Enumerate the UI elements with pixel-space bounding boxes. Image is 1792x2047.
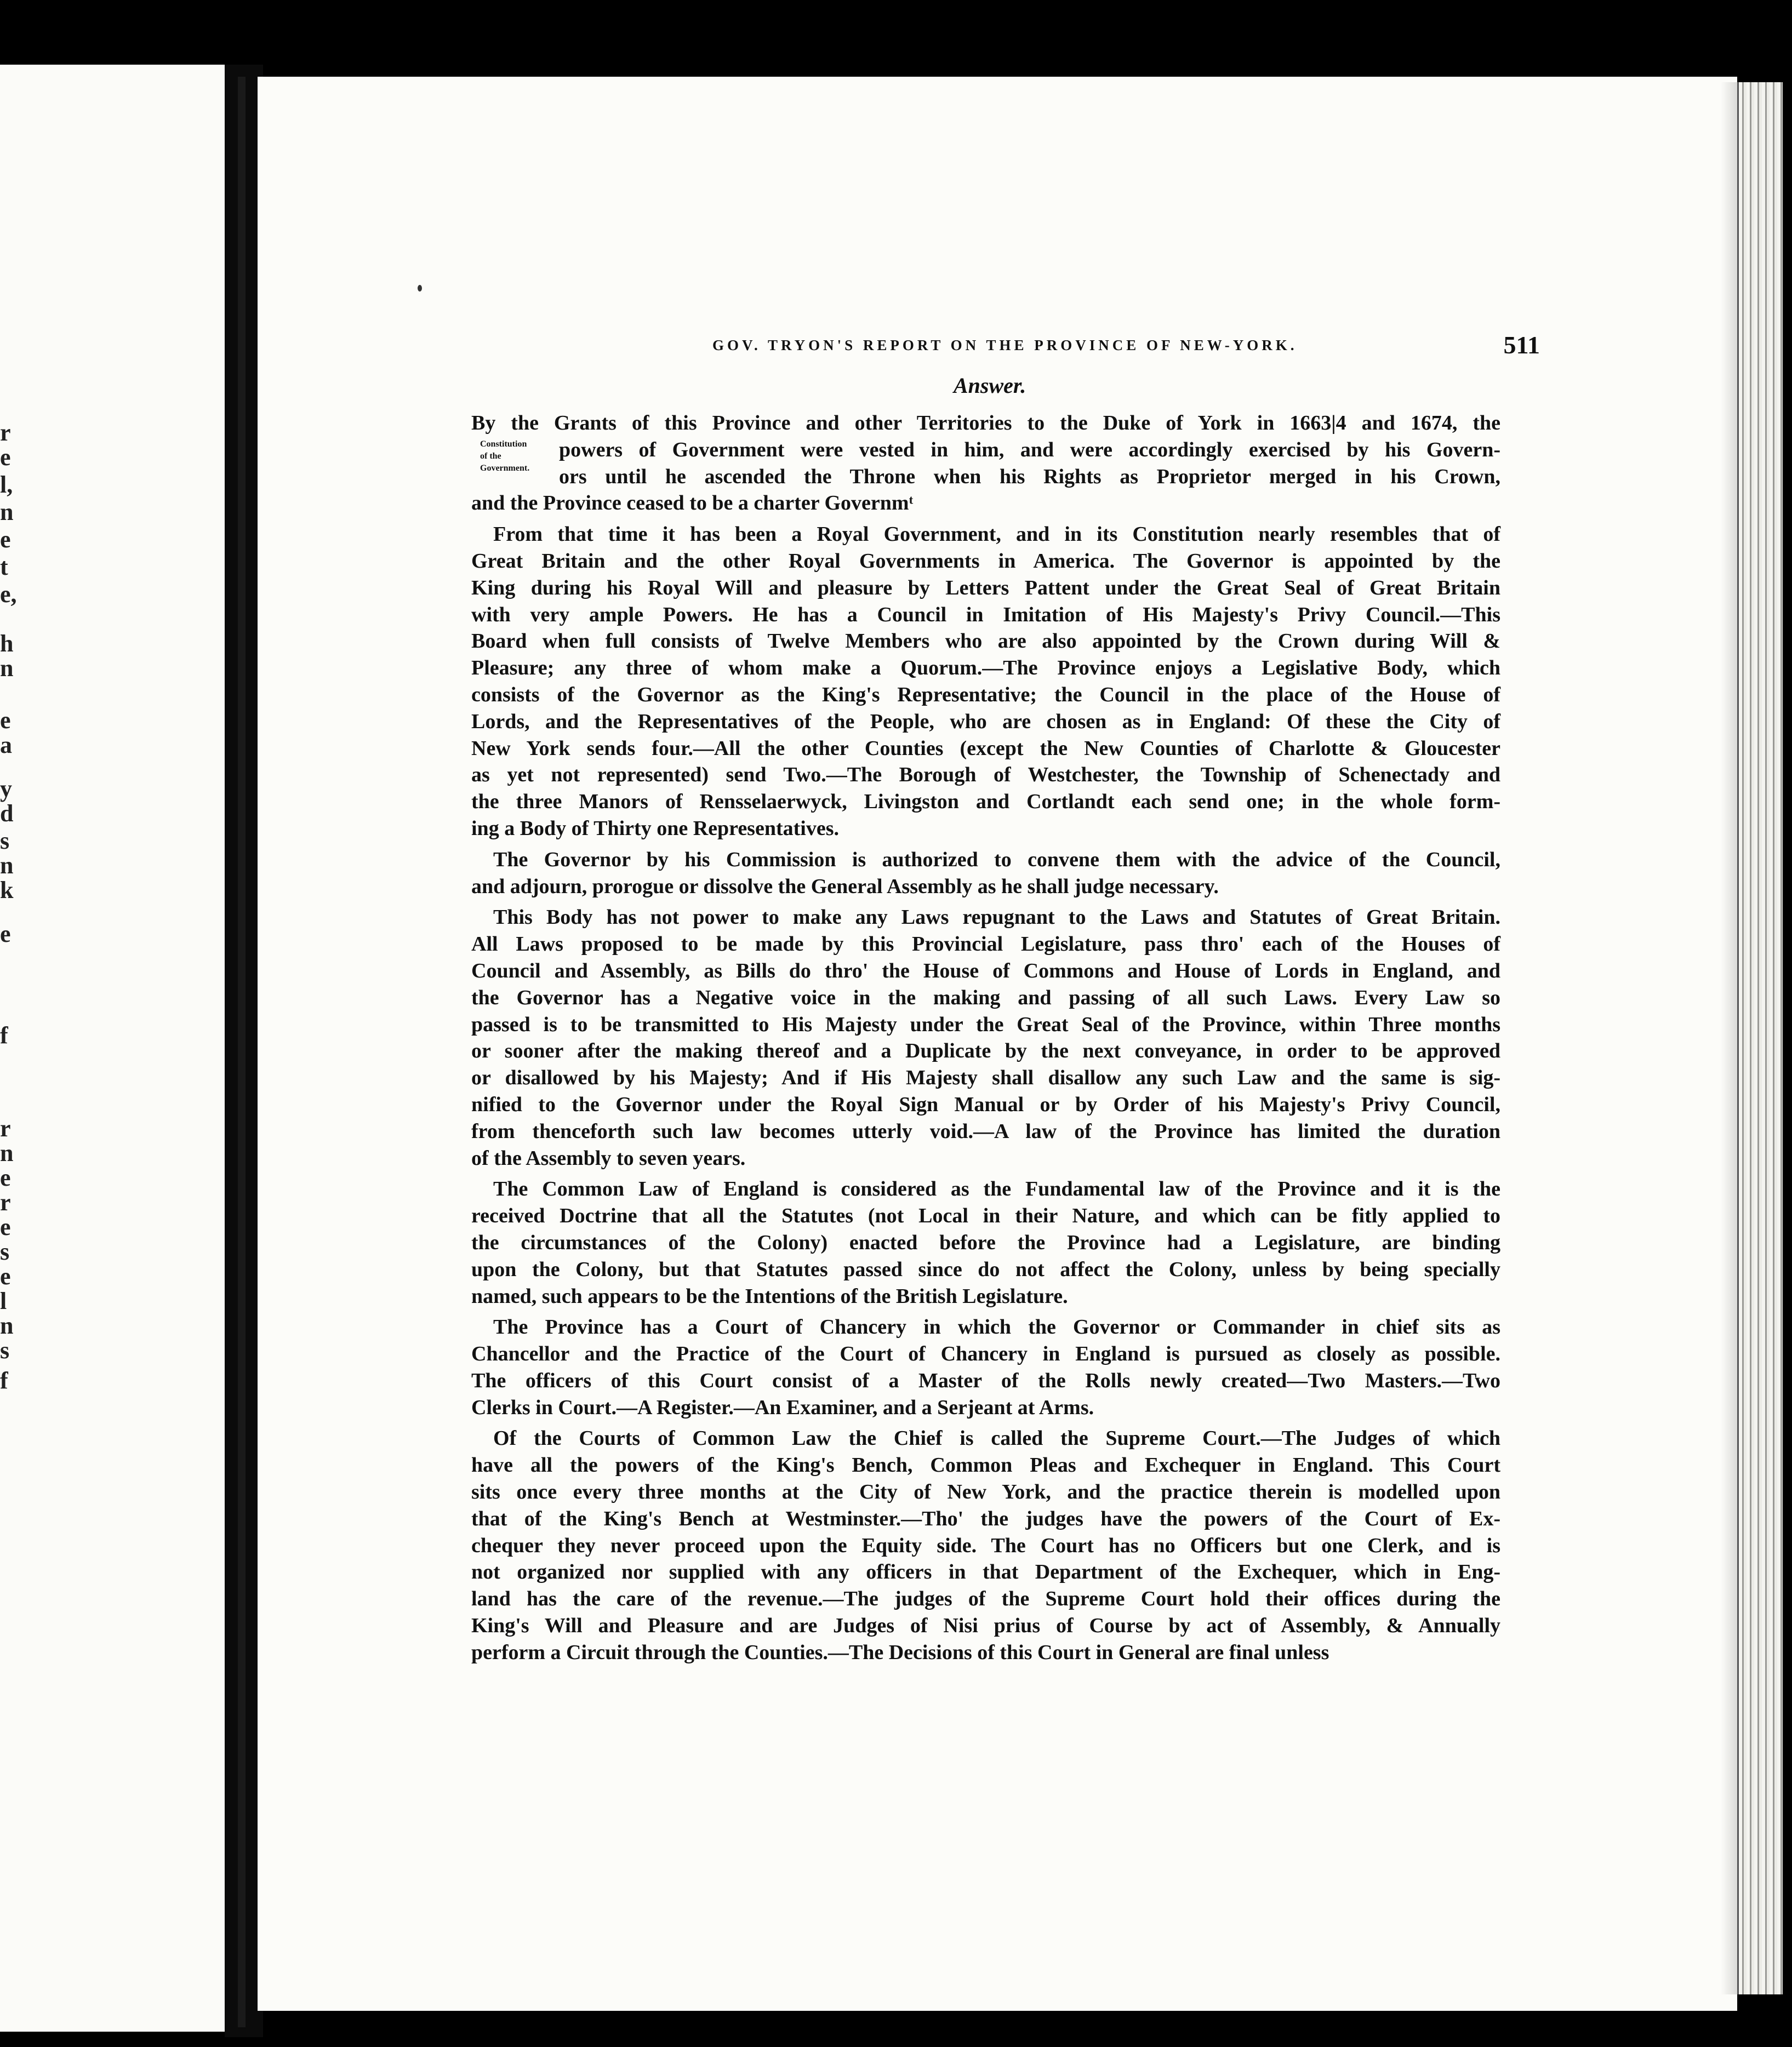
facing-page-letter: f xyxy=(0,1022,8,1049)
text-line: Lords, and the Representatives of the People, who are chosen as in England: Of these the City of xyxy=(471,710,1500,733)
text-line: The Common Law of England is considered as the Fundamental law of the Province and it is the xyxy=(493,1177,1500,1201)
text-line: passed is to be transmitted to His Majesty under the Great Seal of the Province, within Three months xyxy=(471,1013,1500,1036)
paragraph xyxy=(471,1314,1500,1421)
facing-page-letter: n xyxy=(0,655,14,682)
text-line: sits once every three months at the City of New York, and the practice therein is modelled upon xyxy=(471,1480,1500,1504)
text-line: the three Manors of Rensselaerwyck, Livingston and Cortlandt each send one; in the whole form- xyxy=(471,790,1500,814)
text-line: This Body has not power to make any Laws repugnant to the Laws and Statutes of Great Britain. xyxy=(493,906,1500,929)
text-line: chequer they never proceed upon the Equity side. The Court has no Officers but one Clerk, and is xyxy=(471,1534,1500,1557)
text-line: Chancellor and the Practice of the Court of Chancery in England is pursued as closely as possible. xyxy=(471,1342,1500,1366)
text-line: or sooner after the making thereof and a Duplicate by the next conveyance, in order to be approved xyxy=(471,1039,1500,1063)
text-line: powers of Government were vested in him, and were accordingly exercised by his Govern- xyxy=(559,438,1500,461)
text-line: the circumstances of the Colony) enacted before the Province had a Legislature, are binding xyxy=(471,1231,1500,1254)
facing-page-letter: e, xyxy=(0,581,17,608)
margin-note-line: of the xyxy=(480,451,501,461)
facing-page-letter: n xyxy=(0,1140,14,1167)
text-line: consists of the Governor as the King's Representative; the Council in the place of the House of xyxy=(471,683,1500,706)
text-line: as yet not represented) send Two.—The Borough of Westchester, the Township of Schenectady and xyxy=(471,763,1500,787)
text-line: New York sends four.—All the other Counties (except the New Counties of Charlotte & Gloucester xyxy=(471,736,1500,760)
paragraph xyxy=(471,1176,1500,1310)
text-line: not organized nor supplied with any officers in that Department of the Exchequer, which in Eng- xyxy=(471,1560,1500,1584)
facing-page-letter: e xyxy=(0,707,11,734)
paper-speck xyxy=(418,285,422,291)
facing-page-letter: d xyxy=(0,800,14,827)
margin-note-line: Government. xyxy=(480,464,530,473)
facing-page-letter: e xyxy=(0,1164,11,1191)
text-line: Pleasure; any three of whom make a Quorum.—The Province enjoys a Legislative Body, which xyxy=(471,656,1500,680)
facing-page-letter: r xyxy=(0,1189,11,1216)
facing-page-letter: e xyxy=(0,526,11,553)
facing-page-letter: t xyxy=(0,553,8,580)
text-line: received Doctrine that all the Statutes (not Local in their Nature, and which can be fitly applied to xyxy=(471,1204,1500,1228)
facing-page-letter: e xyxy=(0,1214,11,1240)
text-line: Board when full consists of Twelve Members who are also appointed by the Crown during Will & xyxy=(471,630,1500,653)
text-line: Council and Assembly, as Bills do thro' the House of Commons and House of Lords in England, and xyxy=(471,959,1500,982)
facing-page-letter: s xyxy=(0,827,10,854)
text-line: The officers of this Court consist of a Master of the Rolls newly created—Two Masters.—Two xyxy=(471,1369,1500,1392)
text-line: The Governor by his Commission is authorized to convene them with the advice of the Council, xyxy=(493,848,1500,871)
facing-page-letter: s xyxy=(0,1337,10,1364)
facing-page-letter: n xyxy=(0,499,14,525)
paragraph xyxy=(471,904,1500,1171)
text-line: and adjourn, prorogue or dissolve the General Assembly as he shall judge necessary. xyxy=(471,874,1219,898)
facing-page-letter: a xyxy=(0,731,12,758)
text-line: the Governor has a Negative voice in the making and passing of all such Laws. Every Law so xyxy=(471,986,1500,1009)
text-line: from thenceforth such law becomes utterly void.—A law of the Province has limited the duration xyxy=(471,1119,1500,1143)
page-number: 511 xyxy=(1503,331,1540,359)
text-line: All Laws proposed to be made by this Provincial Legislature, pass thro' each of the Houses of xyxy=(471,933,1500,956)
facing-page-letter: f xyxy=(0,1367,8,1394)
body-text xyxy=(471,410,1500,1666)
text-line: perform a Circuit through the Counties.—The Decisions of this Court in General are final unless xyxy=(471,1640,1329,1664)
margin-note-line: Constitution xyxy=(480,439,527,449)
facing-page xyxy=(0,65,225,2032)
text-line: of the Assembly to seven years. xyxy=(471,1146,746,1170)
gutter-rule xyxy=(238,77,246,2027)
stacked-page-edges xyxy=(1737,82,1783,1994)
text-line: upon the Colony, but that Statutes passed since do not affect the Colony, unless by being specially xyxy=(471,1257,1500,1281)
text-line: have all the powers of the King's Bench, Common Pleas and Exchequer in England. This Court xyxy=(471,1454,1500,1477)
text-line: The Province has a Court of Chancery in which the Governor or Commander in chief sits as xyxy=(493,1316,1500,1339)
text-line: ors until he ascended the Throne when his Rights as Proprietor merged in his Crown, xyxy=(559,465,1500,488)
text-line: ing a Body of Thirty one Representatives. xyxy=(471,816,839,840)
text-line: By the Grants of this Province and other Territories to the Duke of York in 1663|4 and 1674, the xyxy=(471,411,1500,434)
paragraph xyxy=(471,1425,1500,1666)
facing-page-letter: s xyxy=(0,1238,10,1265)
facing-page-letter: e xyxy=(0,1263,11,1290)
text-line: land has the care of the revenue.—The judges of the Supreme Court hold their offices during the xyxy=(471,1587,1500,1611)
facing-page-letter: n xyxy=(0,852,14,879)
section-heading: Answer. xyxy=(954,373,1026,398)
facing-page-letter: e xyxy=(0,920,11,947)
text-line: with very ample Powers. He has a Council in Imitation of His Majesty's Privy Council.—This xyxy=(471,603,1500,626)
text-line: King during his Royal Will and pleasure by Letters Pattent under the Great Seal of Great Britain xyxy=(471,576,1500,599)
paragraph xyxy=(471,847,1500,900)
facing-page-letter: r xyxy=(0,1115,11,1142)
text-line: and the Province ceased to be a charter Governmᵗ xyxy=(471,491,914,515)
facing-page-letter: k xyxy=(0,877,14,904)
text-line: Clerks in Court.—A Register.—An Examiner, and a Serjeant at Arms. xyxy=(471,1396,1094,1419)
facing-page-letter: r xyxy=(0,419,11,446)
facing-page-letter: h xyxy=(0,630,14,657)
facing-page-letter: y xyxy=(0,775,12,802)
text-line: nified to the Governor under the Royal Sign Manual or by Order of his Majesty's Privy Council, xyxy=(471,1093,1500,1116)
text-line: Of the Courts of Common Law the Chief is called the Supreme Court.—The Judges of which xyxy=(493,1427,1500,1450)
facing-page-letter: n xyxy=(0,1312,14,1339)
running-head: GOV. TRYON'S REPORT ON THE PROVINCE OF NEW-YORK. xyxy=(712,337,1298,353)
facing-page-letter: l, xyxy=(0,471,13,498)
text-line: or disallowed by his Majesty; And if His Majesty shall disallow any such Law and the same is sig- xyxy=(471,1066,1500,1090)
text-line: King's Will and Pleasure and are Judges of Nisi prius of Course by act of Assembly, & Annually xyxy=(471,1614,1500,1638)
facing-page-letter: e xyxy=(0,444,11,471)
facing-page-letter: l xyxy=(0,1288,7,1314)
text-line: named, such appears to be the Intentions of the British Legislature. xyxy=(471,1284,1068,1308)
text-line: Great Britain and the other Royal Governments in America. The Governor is appointed by the xyxy=(471,549,1500,573)
text-line: that of the King's Bench at Westminster.—Tho' the judges have the powers of the Court of Ex- xyxy=(471,1507,1500,1530)
paragraph xyxy=(471,410,1500,517)
paragraph xyxy=(471,521,1500,842)
text-line: From that time it has been a Royal Government, and in its Constitution nearly resembles that of xyxy=(493,523,1500,546)
